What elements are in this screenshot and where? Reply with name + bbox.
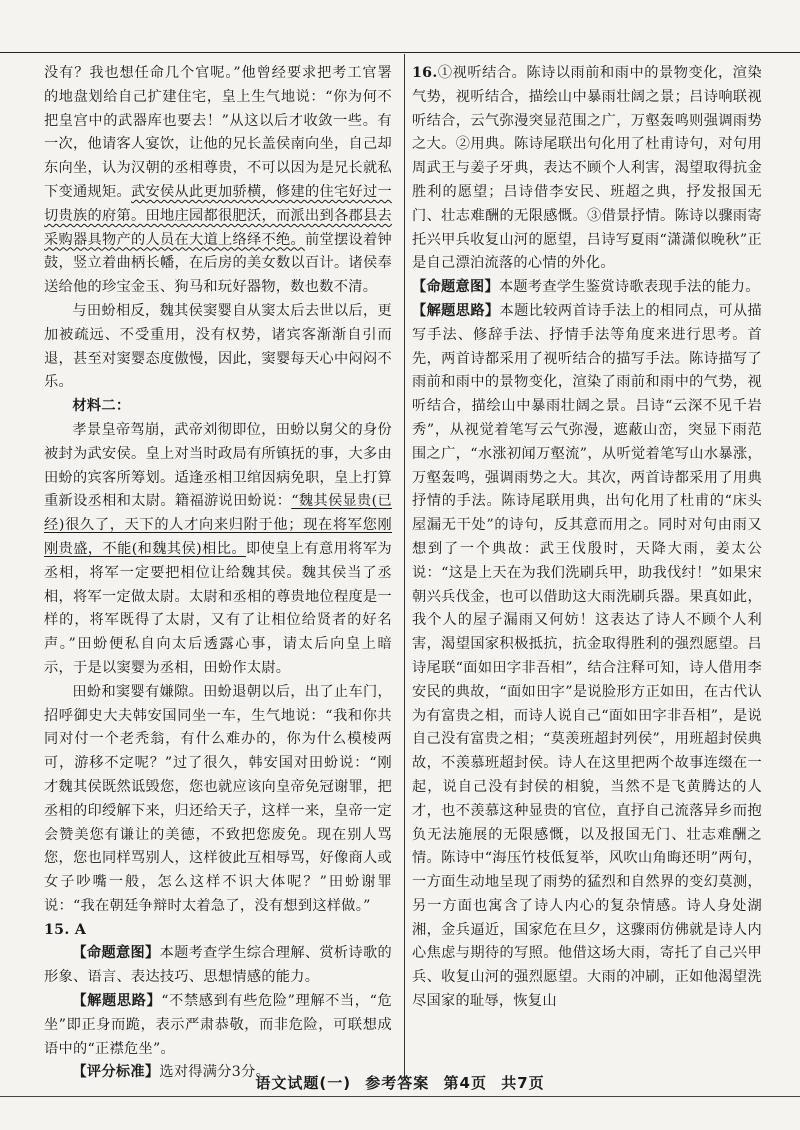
question-15-idea: 【解题思路】“不禁感到有些危险”理解不当，“危坐”即正身而跪，表示严肃恭敬，而非危险，可联想成语中的“正襟危坐”。	[44, 993, 392, 1057]
translation-paragraph-1: 没有？我也想任命几个官呢。”他曾经要求把考工官署的地盘划给自己扩建住宅，皇上生气地说：“你为何不把皇宫中的武器库也要去！”从这以后才收敛一些。有一次，他请客人宴饮，让他的兄长盖侯南向坐，自己却东向坐，认为汉朝的丞相尊贵，不可以因为是兄长就私下变通规矩。武安侯从此更加骄横，修建的住宅好过一切贵族的府第。田地庄园都很肥沃，而派出到各郡县去采购器具物产的人员在大道上络绎不绝。前堂摆设着钟鼓，竖立着曲柄长幡，在后房的美女数以百计。诸侯奉送给他的珍宝金玉、狗马和玩好器物，数也数不清。	[44, 65, 392, 296]
footer-answer-label: 参考答案	[365, 1074, 430, 1092]
bottom-rule	[0, 1096, 800, 1097]
translation-paragraph-3: 孝景皇帝驾崩，武帝刘彻即位，田蚡以舅父的身份被封为武安侯。皇上对当时政局有所镇抚的事，大多由田蚡的宾客所筹划。适逢丞相卫绾因病免职，皇上打算重新设丞相和太尉。籍福游说田蚡说：“魏其侯显贵(已经)很久了，天下的人才向来归附于他；现在将军您刚刚贵盛，不能(和魏其侯)相比。即使皇上有意用将军为丞相，将军一定要把相位让给魏其侯。魏其侯当了丞相，将军一定做太尉。太尉和丞相的尊贵地位程度是一样的，将军既得了太尉，又有了让相位给贤者的好名声。”田蚡便私自向太后透露心事，请太后向皇上暗示，于是以窦婴为丞相，田蚡作太尉。	[44, 421, 392, 676]
right-column	[412, 62, 762, 1014]
wavy-underlined-text: 武安侯从此更加骄横，修建的住宅好过一切贵族的府第。田地庄园都很肥沃，而派出到各郡县去采购器具物产的人员在大道上络绎不绝。	[44, 183, 392, 248]
question-16-answer: 16.①视听结合。陈诗以雨前和雨中的景物变化，渲染气势，视听结合，描绘山中暴雨壮阔之景；吕诗响联视听结合，云气弥漫突显范围之广，万壑轰鸣则强调雨势之大。②用典。陈诗尾联出句化用了杜甫诗句，对句用周武王与姜子牙典，表达不顾个人利害，渴望取得抗金胜利的愿望；吕诗借李安民、班超之典，抒发报国无门、壮志难酬的无限感慨。③借景抒情。陈诗以骤雨寄托兴甲兵收复山河的愿望，吕诗写夏雨“潇潇似晚秋”正是自己漂泊流落的心情的外化。	[412, 65, 762, 272]
question-16-idea: 【解题思路】本题比较两首诗手法上的相同点，可从描写手法、修辞手法、抒情手法等角度来进行思考。首先，两首诗都采用了视听结合的描写手法。陈诗描写了雨前和雨中的景物变化，渲染了雨前和雨中的气势，视听结合，描绘山中暴雨壮阔之景。吕诗“云深不见千岩秀”，从视觉着笔写云气弥漫，遮蔽山峦，突显下雨范围之广，“水涨初闻万壑流”，从听觉着笔写山水暴涨，万壑轰鸣，强调雨势之大。其次，两首诗都采用了用典抒情的手法。陈诗尾联用典，出句化用了杜甫的“床头屋漏无干处”的诗句，反其意而用之。同时对句由雨又想到了一个典故：武王伐殷时，天降大雨，姜太公说：“这是上天在为我们洗刷兵甲，助我伐纣！”如果宋朝兴兵伐金，也可以借助这大雨洗刷兵器。果真如此，我个人的屋子漏雨又何妨！这表达了诗人不顾个人利害，渴望国家积极抵抗，抗金取得胜利的强烈愿望。吕诗尾联“面如田字非吾相”，结合注释可知，诗人借用李安民的典故，“面如田字”是说脸形方正如田，在古代认为有富贵之相，而诗人说自己“面如田字非吾相”，是说自己没有富贵之相；“莫羡班超封列侯”，用班超封侯典故，不羡慕班超封侯。诗人在这里把两个故事连缀在一起，说自己没有封侯的相貌，当然不是飞黄腾达的人才，也不羡慕这种显贵的官位，直抒自己流落异乡而抱负无法施展的无限感慨，以及报国无门、壮志难酬之情。陈诗中“海压竹枝低复举，风吹山角晦还明”两句，一方面生动地呈现了雨势的猛烈和自然界的变幻莫测，另一方面也寓含了诗人内心的复杂情感。诗人身处湖湘，金兵逼近，国家危在旦夕，这骤雨仿佛就是诗人内心焦虑与期待的写照。他借这场大雨，寄托了自己兴甲兵、收复山河的强烈愿望。大雨的冲刷，正如他渴望洗尽国家的耻辱，恢复山	[412, 302, 762, 1010]
column-divider	[404, 54, 405, 1078]
underlined-text: “魏其侯显贵(已经)很久了，天下的人才向来归附于他；现在将军您刚刚贵盛，不能(和魏其侯)相比。	[44, 493, 392, 557]
question-15-answer: 15. A	[44, 921, 87, 938]
translation-paragraph-2: 与田蚡相反，魏其侯窦婴自从窦太后去世以后，更加被疏远、不受重用，没有权势，诸宾客渐渐自引而退，甚至对窦婴态度傲慢，因此，窦婴每天心中闷闷不乐。	[44, 302, 392, 391]
top-rule	[0, 52, 800, 53]
page-footer	[0, 1072, 800, 1093]
translation-paragraph-4: 田蚡和窦婴有嫌隙。田蚡退朝以后，出了止车门，招呼御史大夫韩安国同坐一车，生气地说：“我和你共同对付一个老秃翁，有什么难办的，你为什么模棱两可，游移不定呢？”过了很久，韩安国对田蚡说：“刚才魏其侯既然诋毁您，您也就应该向皇帝免冠谢罪，把丞相的印绶解下来，归还给天子，这样一来，皇帝一定会赞美您有谦让的美德，不致把您废免。现在别人骂您，您也同样骂别人，这样彼此互相辱骂，好像商人或女子吵嘴一般，怎么这样不识大体呢？”田蚡谢罪说：“我在朝廷争辩时太着急了，没有想到这样做。”	[44, 683, 392, 914]
footer-page-number: 第4页	[443, 1074, 487, 1092]
question-15-intent: 【命题意图】本题考查学生综合理解、赏析诗歌的形象、语言、表达技巧、思想情感的能力。	[44, 945, 392, 986]
question-16-intent: 【命题意图】本题考查学生鉴赏诗歌表现手法的能力。	[412, 279, 760, 296]
left-column	[44, 62, 392, 1085]
material-2-heading: 材料二：	[72, 398, 131, 415]
footer-subject: 语文试题(一)	[255, 1074, 352, 1092]
footer-total-pages: 共7页	[501, 1074, 545, 1092]
question-15-score: 【评分标准】选对得满分3分。	[72, 1064, 271, 1081]
